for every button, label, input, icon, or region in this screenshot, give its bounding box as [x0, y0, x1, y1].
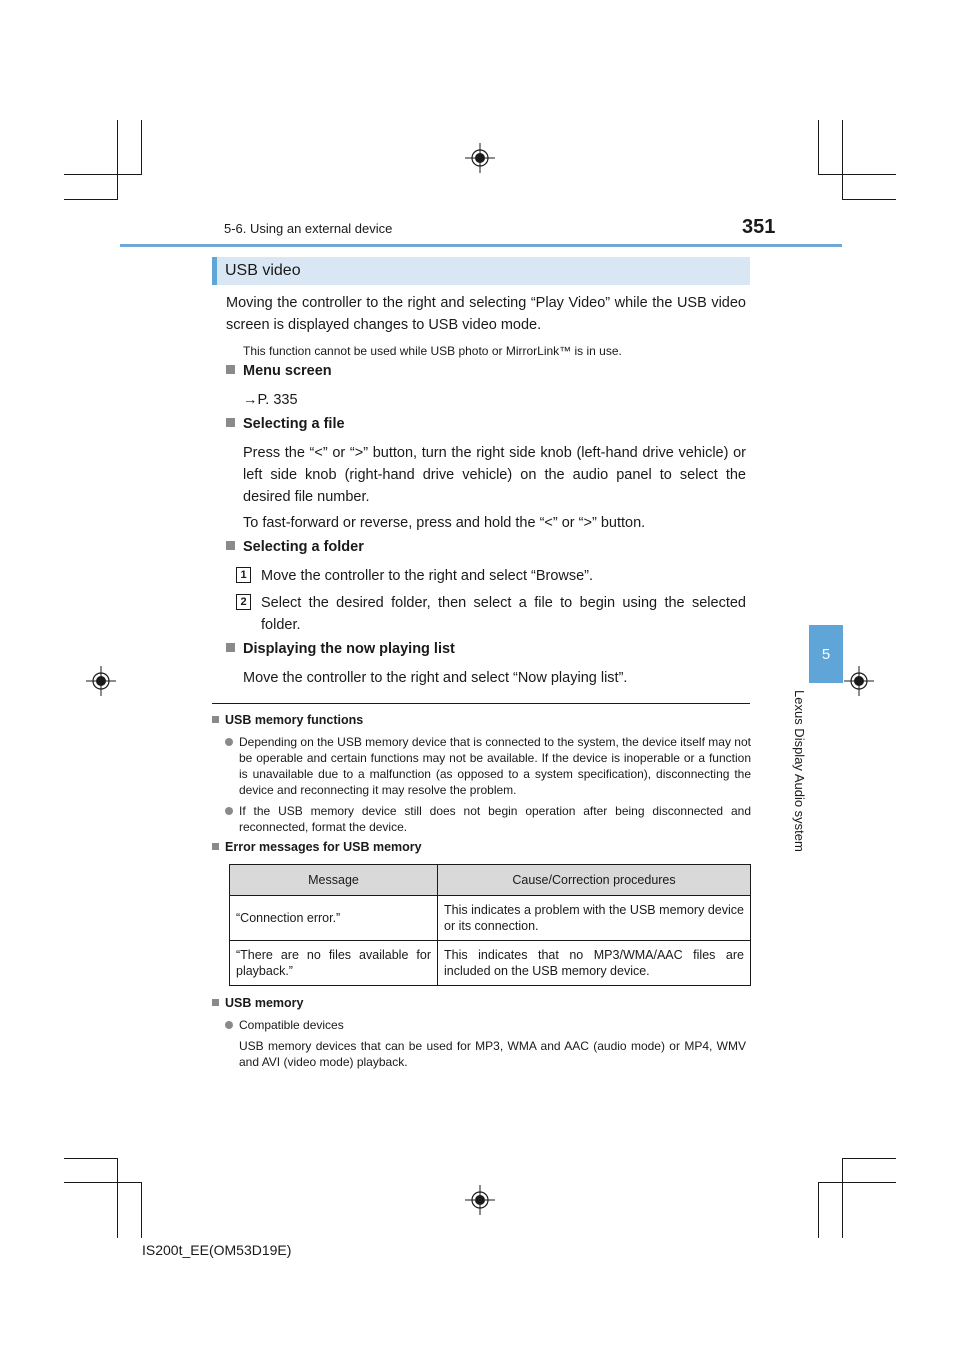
- crop-mark: [842, 120, 843, 200]
- registration-mark-icon: [844, 666, 874, 696]
- page-number: 351: [742, 216, 776, 238]
- crop-mark: [141, 120, 142, 175]
- bullet-icon: [225, 1021, 233, 1029]
- section-title: USB video: [212, 257, 750, 285]
- divider: [212, 703, 750, 704]
- crop-mark: [818, 1182, 819, 1238]
- chapter-label: Lexus Display Audio system: [792, 690, 807, 852]
- crop-mark: [818, 174, 896, 175]
- selecting-file-text: Press the “<” or “>” button, turn the right side knob (left-hand drive vehicle) or left side knob (right-hand drive vehicle) on the audio panel to select the desired file number.: [243, 445, 746, 505]
- table-cell: This indicates a problem with the USB memory device or its connection.: [438, 896, 751, 941]
- bullet-icon: [225, 807, 233, 815]
- usb-memory-text: USB memory devices that can be used for MP3, WMA and AAC (audio mode) or MP4, WMV and AVI (video mode) playback.: [239, 1039, 746, 1069]
- crop-mark: [64, 199, 118, 200]
- error-table: [229, 864, 751, 986]
- crop-mark: [842, 1158, 896, 1159]
- crop-mark: [818, 1182, 896, 1183]
- page-reference-link[interactable]: →P. 335: [243, 392, 298, 408]
- registration-mark-icon: [86, 666, 116, 696]
- crop-mark: [117, 120, 118, 200]
- chapter-tab: 5: [809, 625, 843, 683]
- crop-mark: [64, 1158, 118, 1159]
- crop-mark: [842, 1158, 843, 1238]
- table-row: [230, 941, 751, 986]
- intro-text: Moving the controller to the right and selecting “Play Video” while the USB video screen is displayed changes to USB video mode.: [226, 295, 746, 333]
- note-bullet: Depending on the USB memory device that is connected to the system, the device itself may not be operable and certain functions may not be available. If the device is inoperable or a function is unavailable due to a malfunction (as opposed to a system specification), disconnecting the device and reconnecting it may resolve the problem.: [225, 734, 751, 798]
- crop-mark: [117, 1158, 118, 1238]
- crop-mark: [141, 1182, 142, 1238]
- section-heading: 5-6. Using an external device: [224, 221, 393, 236]
- selecting-file-heading: Selecting a file: [226, 416, 345, 432]
- footer-code: IS200t_EE(OM53D19E): [142, 1242, 292, 1258]
- registration-mark-icon: [465, 143, 495, 173]
- now-playing-text: Move the controller to the right and select “Now playing list”.: [243, 670, 628, 686]
- note-bullet: Compatible devices: [225, 1017, 751, 1033]
- table-header: Cause/Correction procedures: [438, 865, 751, 896]
- bullet-icon: [225, 738, 233, 746]
- now-playing-heading: Displaying the now playing list: [226, 641, 455, 657]
- table-header: Message: [230, 865, 438, 896]
- crop-mark: [818, 120, 819, 175]
- table-cell: “There are no files available for playback.”: [230, 941, 438, 986]
- intro-note: This function cannot be used while USB photo or MirrorLink™ is in use.: [243, 344, 622, 358]
- selecting-folder-heading: Selecting a folder: [226, 539, 364, 555]
- crop-mark: [842, 199, 896, 200]
- table-row: [230, 896, 751, 941]
- crop-mark: [64, 174, 142, 175]
- step-number: 1: [236, 567, 251, 583]
- table-cell: This indicates that no MP3/WMA/AAC files are included on the USB memory device.: [438, 941, 751, 986]
- menu-screen-heading: Menu screen: [226, 363, 332, 379]
- header-rule: [120, 244, 842, 247]
- step-text: Move the controller to the right and select “Browse”.: [261, 568, 594, 584]
- registration-mark-icon: [465, 1185, 495, 1215]
- usb-functions-heading: USB memory functions: [212, 713, 363, 727]
- crop-mark: [64, 1182, 142, 1183]
- table-cell: “Connection error.”: [230, 896, 438, 941]
- note-bullet: If the USB memory device still does not begin operation after being disconnected and reconnected, format the device.: [225, 803, 751, 835]
- usb-memory-heading: USB memory: [212, 996, 304, 1010]
- step-text: Select the desired folder, then select a file to begin using the selected folder.: [261, 595, 746, 633]
- step-number: 2: [236, 594, 251, 610]
- error-messages-heading: Error messages for USB memory: [212, 840, 422, 854]
- selecting-file-text: To fast-forward or reverse, press and hold the “<” or “>” button.: [243, 515, 646, 531]
